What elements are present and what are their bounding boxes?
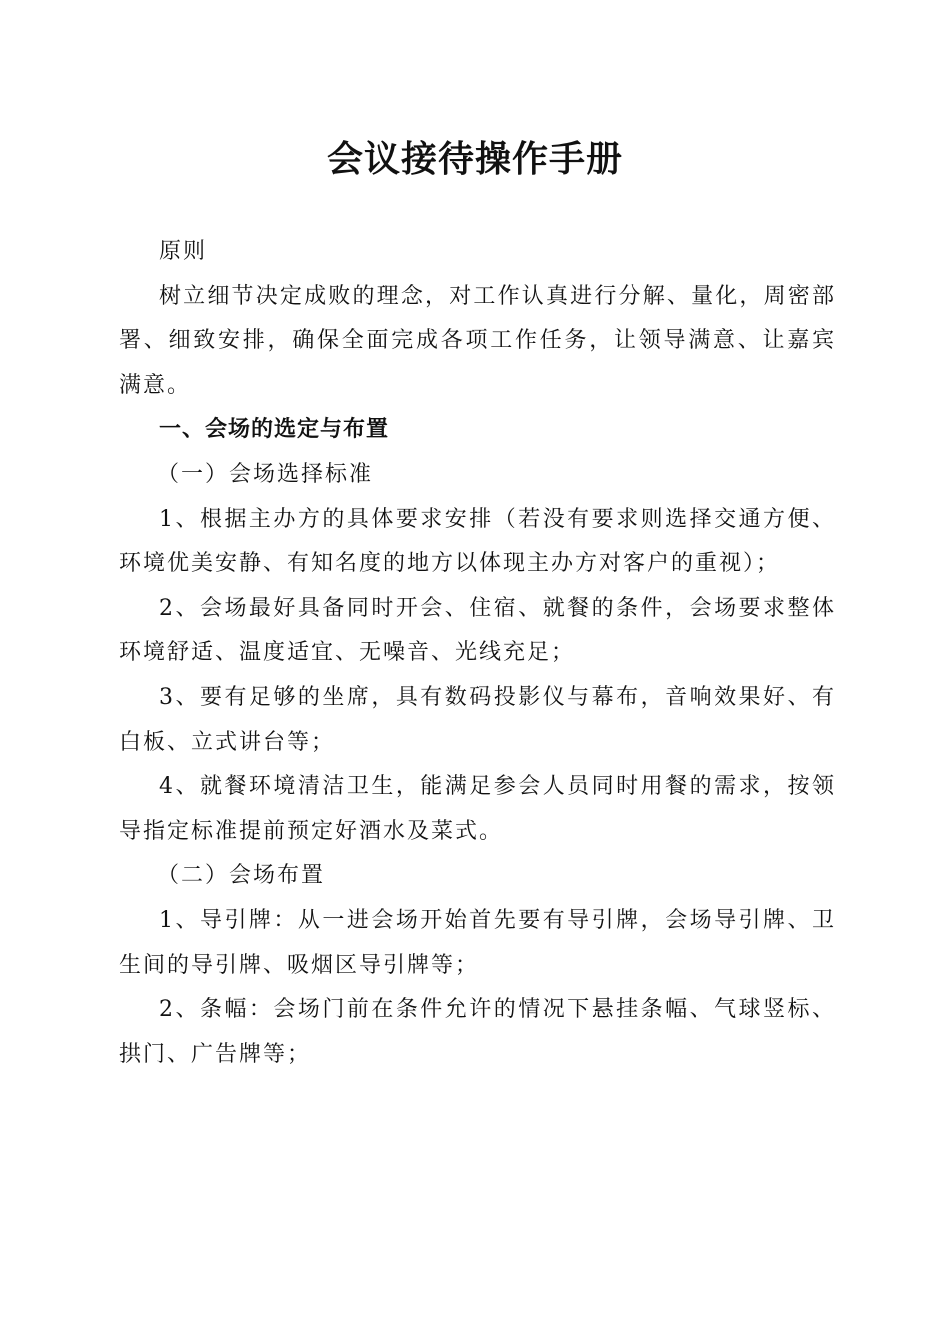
list-item: 4、就餐环境清洁卫生，能满足参会人员同时用餐的需求，按领导指定标准提前预定好酒水及菜式。 [119, 774, 836, 844]
section-heading-venue: 一、会场的选定与布置 [159, 417, 390, 443]
principle-label: 原则 [159, 239, 208, 264]
document-body [119, 230, 836, 1077]
list-item: 3、要有足够的坐席，具有数码投影仪与幕布，音响效果好、有白板、立式讲台等； [119, 684, 836, 755]
subsection-heading-selection: （一）会场选择标准 [157, 461, 374, 487]
list-item: 1、根据主办方的具体要求安排（若没有要求则选择交通方便、环境优美安静、有知名度的地方以体现主办方对客户的重视）； [119, 506, 836, 577]
principle-paragraph: 树立细节决定成败的理念，对工作认真进行分解、量化，周密部署、细致安排，确保全面完成各项工作任务，让领导满意、让嘉宾满意。 [119, 283, 836, 398]
subsection-heading-layout: （二）会场布置 [157, 863, 326, 889]
list-item: 2、条幅：会场门前在条件允许的情况下悬挂条幅、气球竖标、拱门、广告牌等； [119, 997, 836, 1067]
document-title: 会议接待操作手册 [326, 139, 623, 180]
list-item: 1、导引牌：从一进会场开始首先要有导引牌，会场导引牌、卫生间的导引牌、吸烟区导引牌等； [119, 907, 836, 978]
list-item: 2、会场最好具备同时开会、住宿、就餐的条件，会场要求整体环境舒适、温度适宜、无噪音、光线充足； [119, 595, 836, 666]
